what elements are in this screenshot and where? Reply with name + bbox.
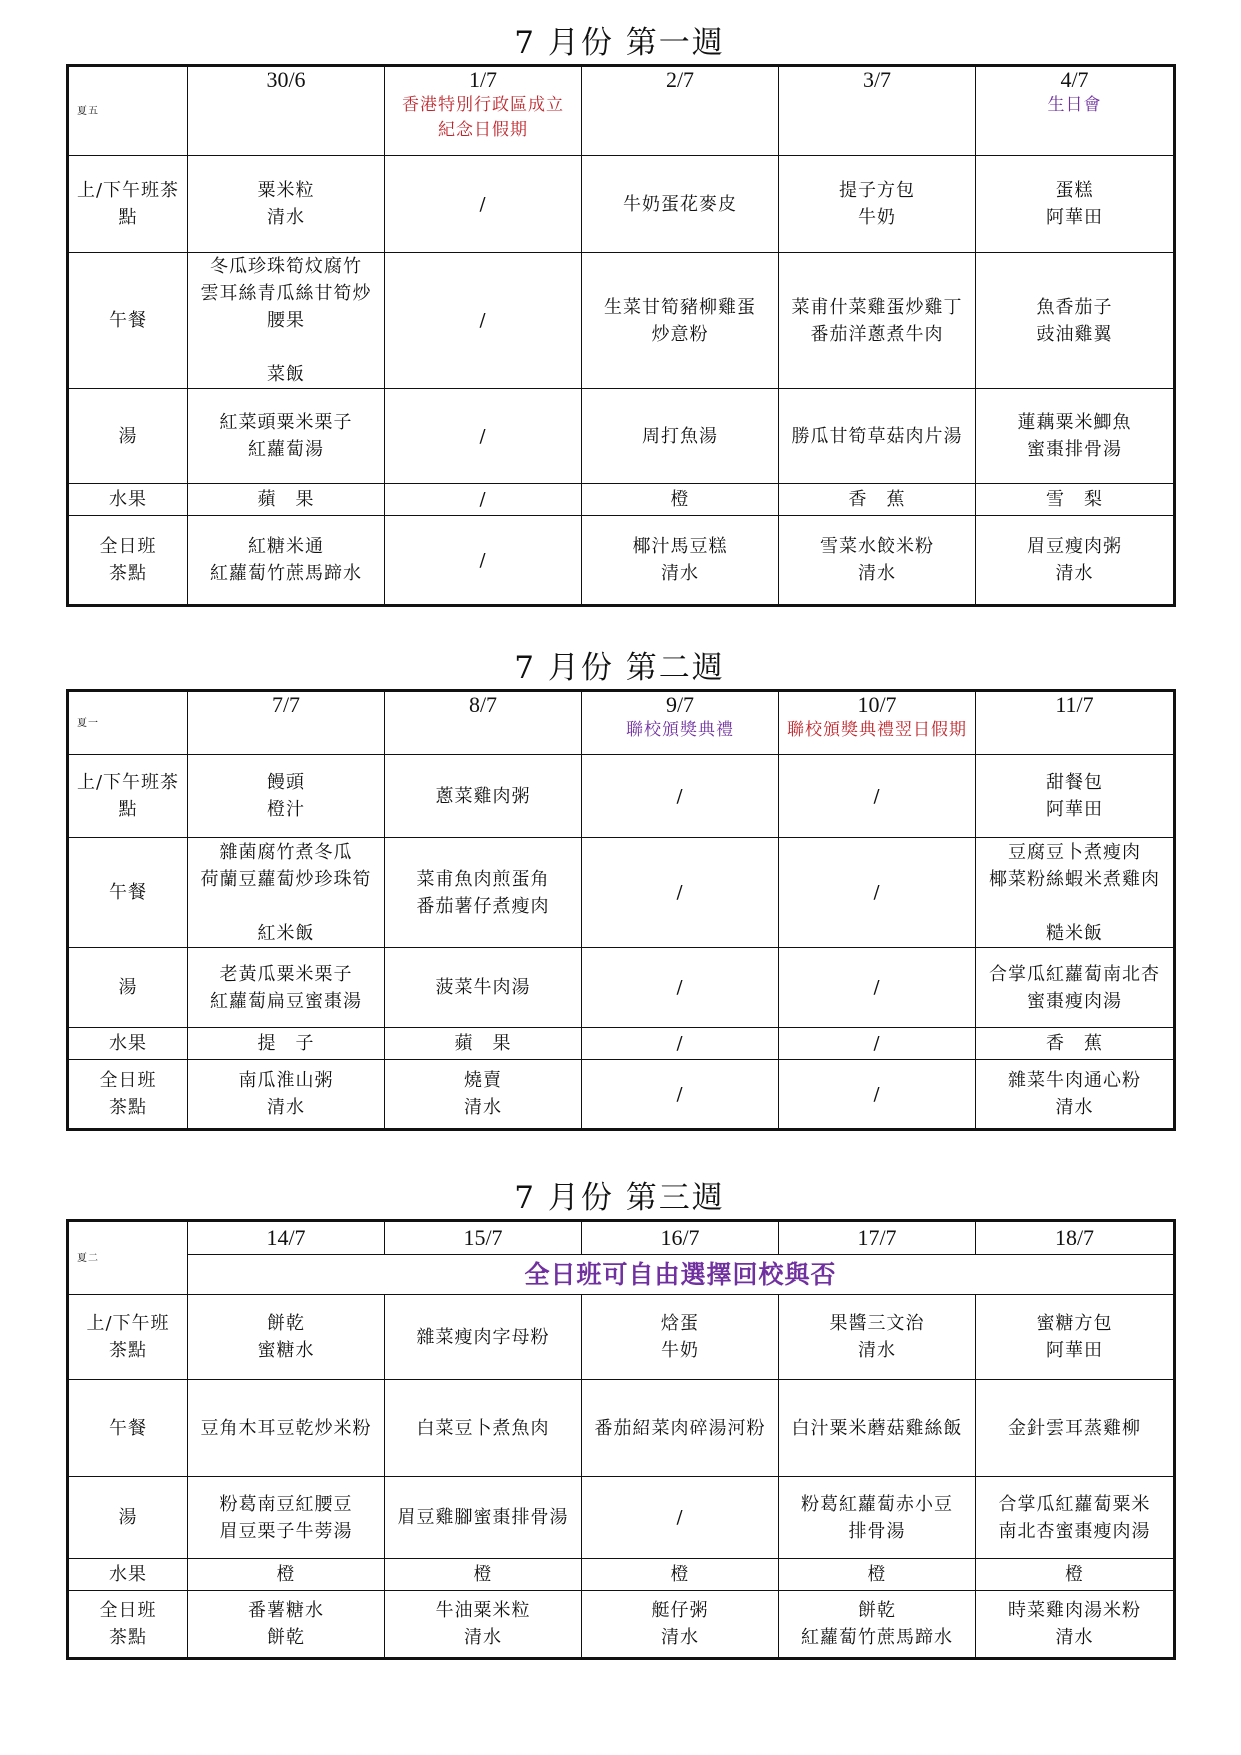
menu-cell: / [779,838,976,948]
menu-cell: 蜜糖方包 阿華田 [976,1295,1175,1380]
day-header [385,691,582,755]
row-label-fruit: 水果 [68,484,188,516]
day-header [582,66,779,156]
date-label: 9/7 [665,692,695,717]
menu-cell: 蘋 果 [188,484,385,516]
menu-table [66,1219,1176,1660]
menu-cell: 雪菜水餃米粉 清水 [779,516,976,606]
fruit-row [68,484,1175,516]
tea-row [68,516,1175,606]
row-label-tea: 全日班 茶點 [68,1060,188,1130]
full-day-banner: 全日班可自由選擇回校與否 [188,1255,1175,1295]
menu-cell: 艇仔粥 清水 [582,1591,779,1659]
menu-cell: / [582,948,779,1028]
menu-cell: 提 子 [188,1028,385,1060]
week-1 [66,22,1173,607]
menu-cell: 粉葛紅蘿蔔赤小豆 排骨湯 [779,1477,976,1559]
menu-cell: / [779,1060,976,1130]
date-label: 1/7 [468,67,498,92]
menu-cell: 蔥菜雞肉粥 [385,755,582,838]
menu-cell: 老黃瓜粟米栗子 紅蘿蔔扁豆蜜棗湯 [188,948,385,1028]
menu-cell: 橙 [582,1559,779,1591]
date-label: 14/7 [266,1225,306,1250]
menu-cell: / [582,838,779,948]
event-note: 生日會 [1047,95,1102,115]
menu-cell: 香 蕉 [976,1028,1175,1060]
day-header [976,1221,1175,1255]
menu-cell: 燒賣 清水 [385,1060,582,1130]
menu-cell: 眉豆雞腳蜜棗排骨湯 [385,1477,582,1559]
menu-cell: 雪 梨 [976,484,1175,516]
menu-cell: 勝瓜甘筍草菇肉片湯 [779,389,976,484]
row-label-fruit: 水果 [68,1559,188,1591]
menu-cell: 粉葛南豆紅腰豆 眉豆栗子牛蒡湯 [188,1477,385,1559]
date-label: 30/6 [266,67,306,92]
event-note: 聯校頒獎典禮 [626,720,734,740]
menu-cell: 豆角木耳豆乾炒米粉 [188,1380,385,1477]
menu-cell: 雜菜牛肉通心粉 清水 [976,1060,1175,1130]
menu-cell: 雜菜瘦肉字母粉 [385,1295,582,1380]
snack-row [68,156,1175,253]
week-title: 7 月份 第三週 [514,1180,725,1216]
holiday-note: 香港特別行政區成立 紀念日假期 [402,95,564,140]
tea-row [68,1060,1175,1130]
date-label: 15/7 [463,1225,503,1250]
menu-cell: 冬瓜珍珠筍炆腐竹 雲耳絲青瓜絲甘筍炒 腰果 菜飯 [188,253,385,389]
row-label-snack: 上/下午班茶 點 [68,156,188,253]
week-title: 7 月份 第一週 [514,25,725,61]
row-label-snack: 上/下午班茶 點 [68,755,188,838]
date-row [68,691,1175,755]
date-label: 18/7 [1054,1225,1095,1250]
day-header [582,691,779,755]
lunch-row [68,1380,1175,1477]
season-day-label: 夏一 [68,691,188,755]
menu-cell: 菜甫什菜雞蛋炒雞丁 番茄洋蔥煮牛肉 [779,253,976,389]
date-row [68,1221,1175,1255]
row-label-tea: 全日班 茶點 [68,1591,188,1659]
menu-cell: 魚香茄子 豉油雞翼 [976,253,1175,389]
menu-cell: 饅頭 橙汁 [188,755,385,838]
snack-row [68,755,1175,838]
holiday-note: 聯校頒獎典禮翌日假期 [787,720,967,740]
menu-cell: / [779,755,976,838]
menu-cell: / [582,1060,779,1130]
menu-cell: 紅菜頭粟米栗子 紅蘿蔔湯 [188,389,385,484]
menu-cell: 紅糖米通 紅蘿蔔竹蔗馬蹄水 [188,516,385,606]
menu-cell: / [582,1028,779,1060]
menu-cell: 蛋糕 阿華田 [976,156,1175,253]
menu-cell: 橙 [582,484,779,516]
menu-cell: 生菜甘筍豬柳雞蛋 炒意粉 [582,253,779,389]
date-label: 11/7 [1055,692,1094,717]
menu-cell: 甜餐包 阿華田 [976,755,1175,838]
menu-cell: / [582,755,779,838]
season-day-label: 夏二 [68,1221,188,1295]
date-label: 7/7 [271,692,301,717]
menu-cell: 橙 [976,1559,1175,1591]
menu-cell: 白菜豆卜煮魚肉 [385,1380,582,1477]
row-label-soup: 湯 [68,389,188,484]
date-label: 2/7 [665,67,695,92]
menu-cell: 金針雲耳蒸雞柳 [976,1380,1175,1477]
row-label-lunch: 午餐 [68,838,188,948]
day-header [188,66,385,156]
fruit-row [68,1028,1175,1060]
lunch-row [68,253,1175,389]
day-header [385,66,582,156]
row-label-fruit: 水果 [68,1028,188,1060]
day-header [976,691,1175,755]
menu-cell: / [385,484,582,516]
day-header [385,1221,582,1255]
row-label-lunch: 午餐 [68,253,188,389]
day-header [188,691,385,755]
menu-cell: 番薯糖水 餅乾 [188,1591,385,1659]
soup-row [68,948,1175,1028]
menu-cell: 豆腐豆卜煮瘦肉 椰菜粉絲蝦米煮雞肉 糙米飯 [976,838,1175,948]
menu-cell: 餅乾 蜜糖水 [188,1295,385,1380]
lunch-row [68,838,1175,948]
menu-cell: 合掌瓜紅蘿蔔南北杏 蜜棗瘦肉湯 [976,948,1175,1028]
menu-cell: 椰汁馬豆糕 清水 [582,516,779,606]
menu-cell: / [385,156,582,253]
row-label-snack: 上/下午班 茶點 [68,1295,188,1380]
menu-cell: 果醬三文治 清水 [779,1295,976,1380]
season-day-label: 夏五 [68,66,188,156]
soup-row [68,389,1175,484]
date-label: 17/7 [857,1225,897,1250]
menu-cell: 菜甫魚肉煎蛋角 番茄薯仔煮瘦肉 [385,838,582,948]
row-label-soup: 湯 [68,948,188,1028]
menu-cell: 橙 [188,1559,385,1591]
menu-cell: 菠菜牛肉湯 [385,948,582,1028]
menu-cell: 雜菌腐竹煮冬瓜 荷蘭豆蘿蔔炒珍珠筍 紅米飯 [188,838,385,948]
menu-cell: 時菜雞肉湯米粉 清水 [976,1591,1175,1659]
menu-cell: 香 蕉 [779,484,976,516]
menu-cell: / [385,516,582,606]
date-label: 16/7 [660,1225,700,1250]
menu-cell: / [385,253,582,389]
day-header [779,691,976,755]
date-label: 8/7 [468,692,498,717]
menu-cell: 南瓜淮山粥 清水 [188,1060,385,1130]
row-label-tea: 全日班 茶點 [68,516,188,606]
date-label: 10/7 [857,692,897,717]
week-3 [66,1177,1173,1660]
menu-cell: 白汁粟米蘑菇雞絲飯 [779,1380,976,1477]
day-header [779,66,976,156]
date-row [68,66,1175,156]
week-2 [66,647,1173,1131]
menu-cell: 蓮藕粟米鯽魚 蜜棗排骨湯 [976,389,1175,484]
day-header [779,1221,976,1255]
menu-cell: 焓蛋 牛奶 [582,1295,779,1380]
menu-cell: / [582,1477,779,1559]
menu-cell: 周打魚湯 [582,389,779,484]
menu-cell: 提子方包 牛奶 [779,156,976,253]
menu-cell: 餅乾 紅蘿蔔竹蔗馬蹄水 [779,1591,976,1659]
day-header [188,1221,385,1255]
menu-cell: / [779,948,976,1028]
tea-row [68,1591,1175,1659]
menu-cell: / [779,1028,976,1060]
fruit-row [68,1559,1175,1591]
menu-cell: 橙 [385,1559,582,1591]
menu-cell: 粟米粒 清水 [188,156,385,253]
day-header [976,66,1175,156]
menu-cell: 眉豆瘦肉粥 清水 [976,516,1175,606]
menu-cell: 蘋 果 [385,1028,582,1060]
soup-row [68,1477,1175,1559]
row-label-soup: 湯 [68,1477,188,1559]
snack-row [68,1295,1175,1380]
menu-cell: 牛奶蛋花麥皮 [582,156,779,253]
menu-cell: 番茄紹菜肉碎湯河粉 [582,1380,779,1477]
date-label: 4/7 [1060,67,1089,92]
menu-cell: 橙 [779,1559,976,1591]
menu-cell: / [385,389,582,484]
date-label: 3/7 [862,67,892,92]
menu-cell: 合掌瓜紅蘿蔔粟米 南北杏蜜棗瘦肉湯 [976,1477,1175,1559]
menu-cell: 牛油粟米粒 清水 [385,1591,582,1659]
week-title: 7 月份 第二週 [514,650,725,686]
row-label-lunch: 午餐 [68,1380,188,1477]
day-header [582,1221,779,1255]
menu-table [66,689,1176,1131]
banner-row [68,1255,1175,1295]
menu-table [66,64,1176,607]
